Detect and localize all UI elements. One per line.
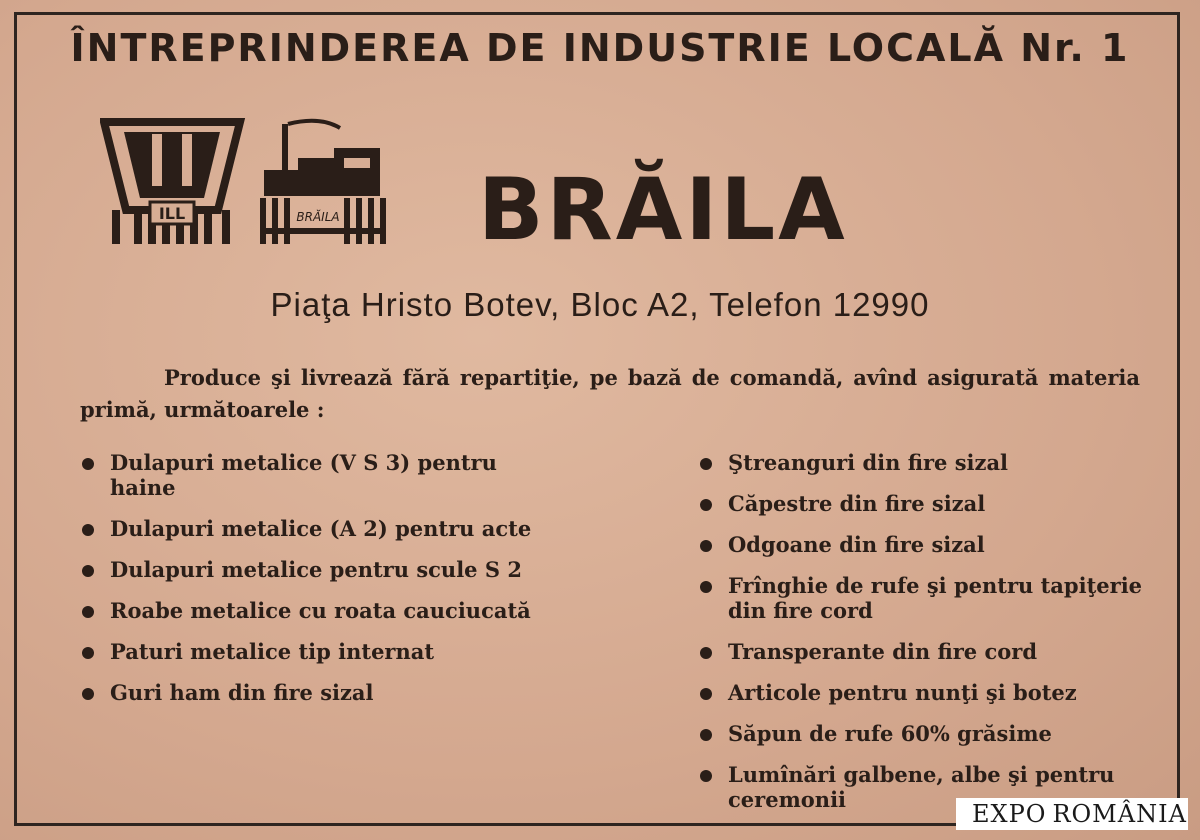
bullet-icon [700, 499, 712, 511]
list-item: Frînghie de rufe şi pentru tapiţerie din fire cord [696, 573, 1158, 623]
emblem-icon [104, 122, 240, 244]
list-item: Articole pentru nunţi şi botez [696, 680, 1158, 705]
watermark [956, 798, 1188, 830]
bullet-icon [700, 688, 712, 700]
bullet-icon [700, 770, 712, 782]
bullet-icon [82, 647, 94, 659]
watermark-left: EXPO [972, 800, 1047, 828]
list-item: Dulapuri metalice (V S 3) pentru haine [78, 450, 540, 500]
address-line: Piaţa Hristo Botev, Bloc A2, Telefon 12990 [270, 286, 930, 323]
list-item: Lumînări galbene, albe şi pentru ceremonii [696, 762, 1158, 812]
bullet-icon [700, 458, 712, 470]
svg-text:BRĂILA: BRĂILA [296, 210, 340, 224]
list-item: Căpestre din fire sizal [696, 491, 1158, 516]
bullet-icon [82, 458, 94, 470]
intro-paragraph: Produce şi livrează fără repartiţie, pe bază de comandă, avînd asigurată materia primă, următoarele : [80, 365, 1140, 422]
bullet-icon [700, 581, 712, 593]
bullet-icon [82, 565, 94, 577]
list-item: Transperante din fire cord [696, 639, 1158, 664]
svg-text:ILL: ILL [158, 204, 186, 223]
city-name: BRĂILA [478, 160, 848, 260]
product-list-right [696, 450, 1158, 828]
list-item: Odgoane din fire sizal [696, 532, 1158, 557]
list-item: Paturi metalice tip internat [78, 639, 540, 664]
list-item: Roabe metalice cu roata cauciucată [78, 598, 540, 623]
list-item: Săpun de rufe 60% grăsime [696, 721, 1158, 746]
watermark-right: ROMÂNIA [1052, 800, 1187, 828]
list-item: Dulapuri metalice pentru scule S 2 [78, 557, 540, 582]
bullet-icon [700, 540, 712, 552]
product-list-left [78, 450, 540, 721]
bullet-icon [700, 647, 712, 659]
company-logo [100, 118, 390, 248]
list-item: Ştreanguri din fire sizal [696, 450, 1158, 475]
bullet-icon [82, 606, 94, 618]
factory-icon [260, 121, 386, 244]
list-item: Guri ham din fire sizal [78, 680, 540, 705]
bullet-icon [700, 729, 712, 741]
bullet-icon [82, 524, 94, 536]
list-item: Dulapuri metalice (A 2) pentru acte [78, 516, 540, 541]
bullet-icon [82, 688, 94, 700]
ad-headline: ÎNTREPRINDEREA DE INDUSTRIE LOCALĂ Nr. 1 [70, 26, 1130, 70]
